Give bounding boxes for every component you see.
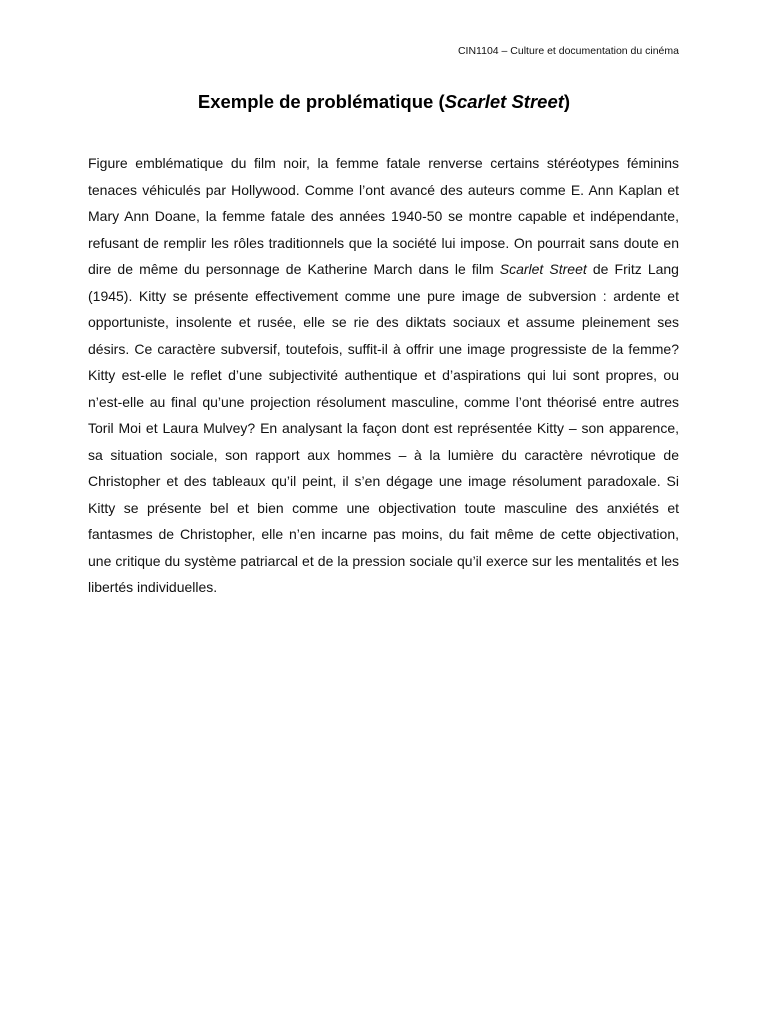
title-suffix: ) — [563, 91, 571, 112]
paragraph-film-name: Scarlet Street — [499, 261, 587, 277]
paragraph-text-part1: Figure emblématique du film noir, la femme fatale renverse certains stéréotypes féminins tenaces véhiculés par Hollywood. Comme l’ont avancé des auteurs comme E. Ann Kaplan et Mary Ann Doane, la femme fatale des années 1940-50 se montre capable et indépendante, refusant de remplir les rôles traditionnels que la société lui impose. On pourrait sans doute en dire de même du personnage de Katherine March dans le film — [88, 155, 679, 277]
paragraph-text-part2: de Fritz Lang (1945). Kitty se présente effectivement comme une pure image de subversion : ardente et opportuniste, insolente et rusée, elle se rie des diktats sociaux et assume pleinement ses désirs. Ce caractère subversif, toutefois, suffit-il à offrir une image progressiste de la femme? Kitty est-elle le reflet d’une subjectivité authentique et d’aspirations qui lui sont propres, ou n’est-elle au final qu’une projection résolument masculine, comme l’ont théorisé entre autres Toril Moi et Laura Mulvey? En analysant la façon dont est représentée Kitty – son apparence, sa situation sociale, son rapport aux hommes – à la lumière du caractère névrotique de Christopher et des tableaux qu’il peint, il s’en dégage une image résolument paradoxale. Si Kitty se présente bel et bien comme une objectivation toute masculine des anxiétés et fantasmes de Christopher, elle n’en incarne pas moins, du fait même de cette objectivation, une critique du système patriarcal et de la pression sociale qu’il exerce sur les mentalités et les libertés individuelles. — [88, 261, 679, 595]
page-title — [0, 91, 768, 113]
body-paragraph — [88, 150, 679, 601]
title-prefix: Exemple de problématique ( — [197, 91, 445, 112]
running-header: CIN1104 – Culture et documentation du cinéma — [457, 45, 679, 57]
title-film-name: Scarlet Street — [444, 91, 564, 112]
